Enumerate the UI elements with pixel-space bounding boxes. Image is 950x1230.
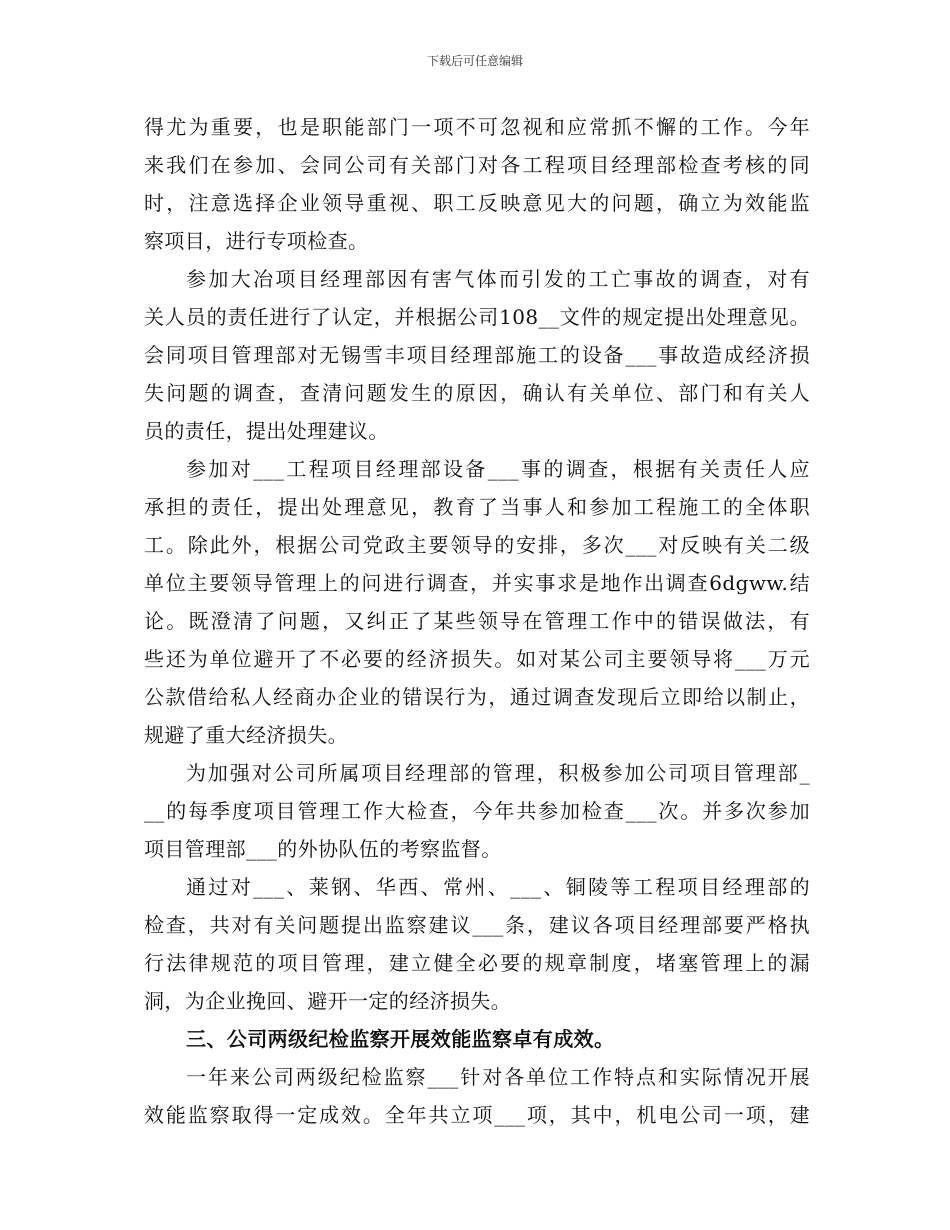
document-body bbox=[144, 108, 810, 1134]
text-line: 参加大冶项目经理部因有害气体而引发的工亡事故的调查，对有 bbox=[186, 267, 810, 291]
text-line: 得尤为重要，也是职能部门一项不可忽视和应常抓不懈的工作。今年 bbox=[144, 115, 810, 139]
paragraph bbox=[144, 868, 810, 1020]
text-line: 三、公司两级纪检监察开展效能监察卓有成效。 bbox=[186, 1027, 615, 1051]
page-header: 下载后可任意编辑 bbox=[426, 54, 523, 68]
paragraph bbox=[144, 450, 810, 754]
text-line: 规避了重大经济损失。 bbox=[144, 723, 348, 747]
text-line: 一年来公司两级纪检监察___针对各单位工作特点和实际情况开展 bbox=[186, 1065, 810, 1089]
text-line: 通过对___、莱钢、华西、常州、___、铜陵等工程项目经理部的 bbox=[186, 875, 810, 899]
text-line: 承担的责任，提出处理意见，教育了当事人和参加工程施工的全体职 bbox=[144, 495, 810, 519]
text-line: 来我们在参加、会同公司有关部门对各工程项目经理部检查考核的同 bbox=[144, 153, 810, 177]
text-line: 检查，共对有关问题提出监察建议___条，建议各项目经理部要严格执 bbox=[144, 913, 810, 937]
text-line: 单位主要领导管理上的问进行调查，并实事求是地作出调查6dgww.结 bbox=[144, 571, 810, 595]
text-line: __的每季度项目管理工作大检查，今年共参加检查___次。并多次参加 bbox=[144, 799, 810, 823]
text-line: 时，注意选择企业领导重视、职工反映意见大的问题，确立为效能监 bbox=[144, 191, 810, 215]
paragraph bbox=[144, 260, 810, 450]
paragraph bbox=[144, 108, 810, 260]
text-line: 论。既澄清了问题，又纠正了某些领导在管理工作中的错误做法，有 bbox=[144, 609, 810, 633]
text-line: 察项目，进行专项检查。 bbox=[144, 229, 369, 253]
section-heading bbox=[144, 1020, 810, 1058]
text-line: 员的责任，提出处理建议。 bbox=[144, 419, 389, 443]
text-line: 参加对___工程项目经理部设备___事的调查，根据有关责任人应 bbox=[186, 457, 810, 481]
text-line: 公款借给私人经商办企业的错误行为，通过调查发现后立即给以制止， bbox=[144, 685, 810, 709]
text-line: 效能监察取得一定成效。全年共立项___项，其中，机电公司一项，建 bbox=[144, 1103, 810, 1127]
text-line: 会同项目管理部对无锡雪丰项目经理部施工的设备___事故造成经济损 bbox=[144, 343, 810, 367]
text-line: 工。除此外，根据公司党政主要领导的安排，多次___对反映有关二级 bbox=[144, 533, 810, 557]
text-line: 为加强对公司所属项目经理部的管理，积极参加公司项目管理部_ bbox=[186, 761, 810, 785]
text-line: 些还为单位避开了不必要的经济损失。如对某公司主要领导将___万元 bbox=[144, 647, 810, 671]
text-line: 行法律规范的项目管理，建立健全必要的规章制度，堵塞管理上的漏 bbox=[144, 951, 810, 975]
text-line: 关人员的责任进行了认定，并根据公司108__文件的规定提出处理意见。 bbox=[144, 305, 810, 329]
text-line: 项目管理部___的外协队伍的考察监督。 bbox=[144, 837, 502, 861]
text-line: 洞，为企业挽回、避开一定的经济损失。 bbox=[144, 989, 512, 1013]
text-line: 失问题的调查，查清问题发生的原因，确认有关单位、部门和有关人 bbox=[144, 381, 810, 405]
paragraph bbox=[144, 1058, 810, 1134]
paragraph bbox=[144, 754, 810, 868]
